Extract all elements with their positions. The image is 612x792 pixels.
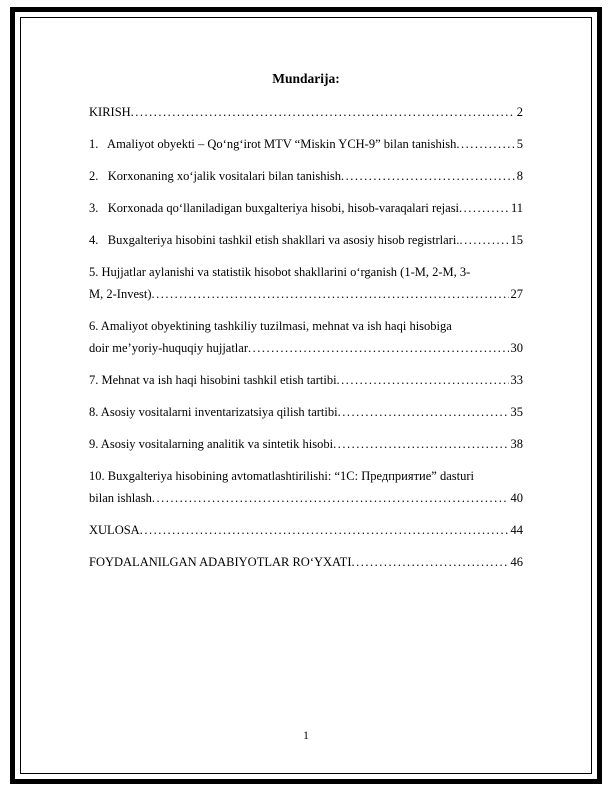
toc-page-number: 8 [516, 169, 523, 183]
toc-page-number: 30 [510, 341, 523, 355]
dot-leader [338, 401, 509, 423]
toc-entry [89, 433, 523, 455]
toc-page-number: 35 [510, 405, 523, 419]
dot-leader [337, 369, 509, 391]
dot-leader [341, 165, 515, 187]
toc-page-number: 27 [510, 287, 523, 301]
toc-entry-text: XULOSA [89, 523, 140, 537]
toc-entry [89, 519, 523, 541]
toc-entry-text: 2. Korxonaning xo‘jalik vositalari bilan tanishish [89, 169, 342, 183]
dot-leader [152, 487, 509, 509]
toc-entry-text: KIRISH [89, 105, 131, 119]
toc-entry [89, 101, 523, 123]
dot-leader [456, 133, 514, 155]
toc-page-number: 46 [510, 555, 523, 569]
toc-entry-text: M, 2-Invest) [89, 287, 152, 301]
table-of-contents [89, 68, 523, 583]
toc-entry [89, 165, 523, 187]
dot-leader [248, 337, 509, 359]
toc-entry-text: bilan ishlash [89, 491, 152, 505]
toc-page-number: 38 [510, 437, 523, 451]
toc-entry-pre-text: 10. Buxgalteriya hisobining avtomatlashtirilishi: “1C: Предприятие” dasturi [89, 469, 474, 483]
toc-entry-text: doir me’yoriy-huquqiy hujjatlar [89, 341, 248, 355]
toc-entry [89, 315, 523, 359]
toc-page-number: 33 [510, 373, 523, 387]
toc-entry [89, 261, 523, 305]
toc-entry [89, 229, 523, 251]
dot-leader [140, 519, 509, 541]
toc-entry-text: FOYDALANILGAN ADABIYOTLAR RO‘YXATI [89, 555, 352, 569]
page-number-footer: 1 [303, 730, 309, 742]
toc-page-number: 11 [510, 201, 523, 215]
toc-entry-text: 8. Asosiy vositalarni inventarizatsiya qilish tartibi [89, 405, 338, 419]
toc-entry [89, 465, 523, 509]
toc-entry-text: 7. Mehnat va ish haqi hisobini tashkil etish tartibi [89, 373, 337, 387]
dot-leader [351, 551, 508, 573]
toc-entry [89, 197, 523, 219]
toc-page-number: 5 [516, 137, 523, 151]
toc-entry [89, 401, 523, 423]
dot-leader [333, 433, 508, 455]
dot-leader [459, 229, 508, 251]
toc-entry-text: 9. Asosiy vositalarning analitik va sintetik hisobi [89, 437, 334, 451]
toc-entry-text: 4. Buxgalteriya hisobini tashkil etish shakllari va asosiy hisob registrlari. [89, 233, 460, 247]
toc-page-number: 15 [510, 233, 523, 247]
toc-entry-pre-text: 5. Hujjatlar aylanishi va statistik hisobot shakllarini o‘rganish (1-M, 2-M, 3- [89, 265, 471, 279]
toc-entry [89, 133, 523, 155]
toc-page-number: 2 [516, 105, 523, 119]
toc-page-number: 40 [510, 491, 523, 505]
toc-entry-text: 1. Amaliyot obyekti – Qo‘ng‘irot MTV “Miskin YCH-9” bilan tanishish [89, 137, 457, 151]
toc-entry [89, 551, 523, 573]
toc-entry-text: 3. Korxonada qo‘llaniladigan buxgalteriya hisobi, hisob-varaqalari rejasi [89, 201, 460, 215]
dot-leader [459, 197, 509, 219]
toc-page-number: 44 [510, 523, 523, 537]
toc-entry [89, 369, 523, 391]
toc-entry-pre-text: 6. Amaliyot obyektining tashkiliy tuzilmasi, mehnat va ish haqi hisobiga [89, 319, 452, 333]
toc-title: Mundarija: [272, 71, 340, 86]
dot-leader [131, 101, 515, 123]
dot-leader [152, 283, 509, 305]
